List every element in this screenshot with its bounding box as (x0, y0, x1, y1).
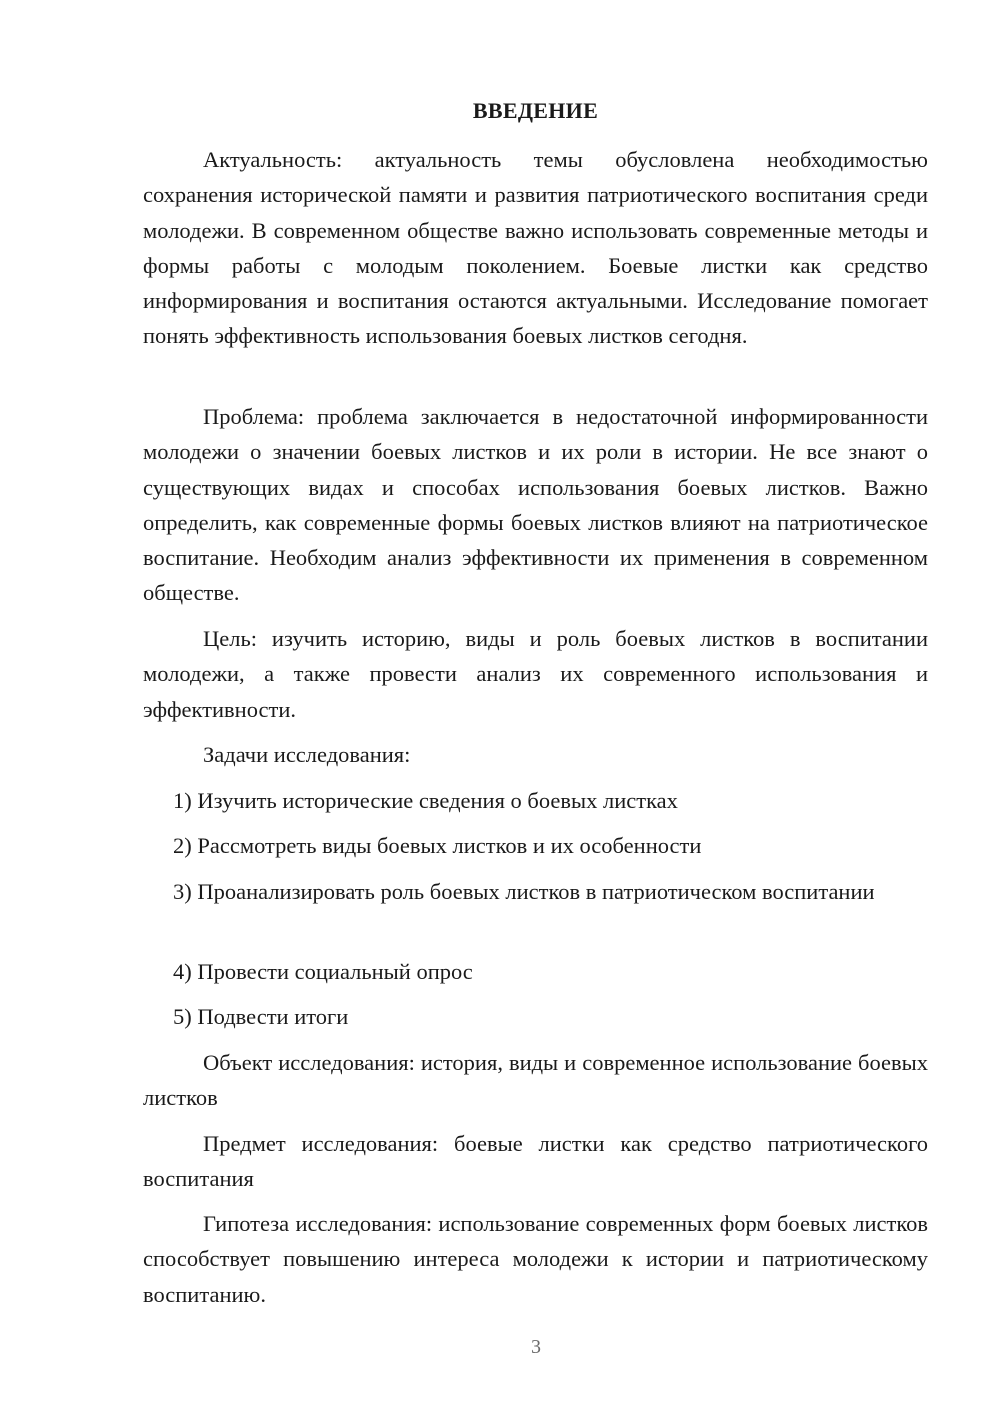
page-number: 3 (531, 1336, 541, 1358)
relevance-paragraph: Актуальность: актуальность темы обусловлена необходимостью сохранения исторической памяти и развития патриотического воспитания среди молодежи. В современном обществе важно использовать современные методы и формы работы с молодым поколением. Боевые листки как средство информирования и воспитания остаются актуальными. Исследование помогает понять эффективность использования боевых листков сегодня. (143, 147, 928, 349)
task-item-3: 3) Проанализировать роль боевых листков в патриотическом воспитании (173, 879, 875, 904)
task-item-2: 2) Рассмотреть виды боевых листков и их особенности (173, 833, 702, 858)
hypothesis-paragraph: Гипотеза исследования: использование современных форм боевых листков способствует повышению интереса молодежи к истории и патриотическому воспитанию. (143, 1211, 928, 1307)
problem-paragraph: Проблема: проблема заключается в недостаточной информированности молодежи о значении боевых листков и их роли в истории. Не все знают о существующих видах и способах использования боевых листков. Важно определить, как современные формы боевых листков влияют на патриотическое воспитание. Необходим анализ эффективности их применения в современном обществе. (143, 404, 928, 606)
task-item-5: 5) Подвести итоги (173, 1004, 349, 1029)
object-paragraph: Объект исследования: история, виды и современное использование боевых листков (143, 1050, 928, 1111)
task-item-4: 4) Провести социальный опрос (173, 959, 473, 984)
tasks-heading: Задачи исследования: (203, 742, 411, 767)
subject-paragraph: Предмет исследования: боевые листки как средство патриотического воспитания (143, 1131, 928, 1192)
page-title: ВВЕДЕНИЕ (472, 98, 599, 123)
goal-paragraph: Цель: изучить историю, виды и роль боевых листков в воспитании молодежи, а также провести анализ их современного использования и эффективности. (143, 626, 928, 722)
task-item-1: 1) Изучить исторические сведения о боевых листках (173, 788, 678, 813)
